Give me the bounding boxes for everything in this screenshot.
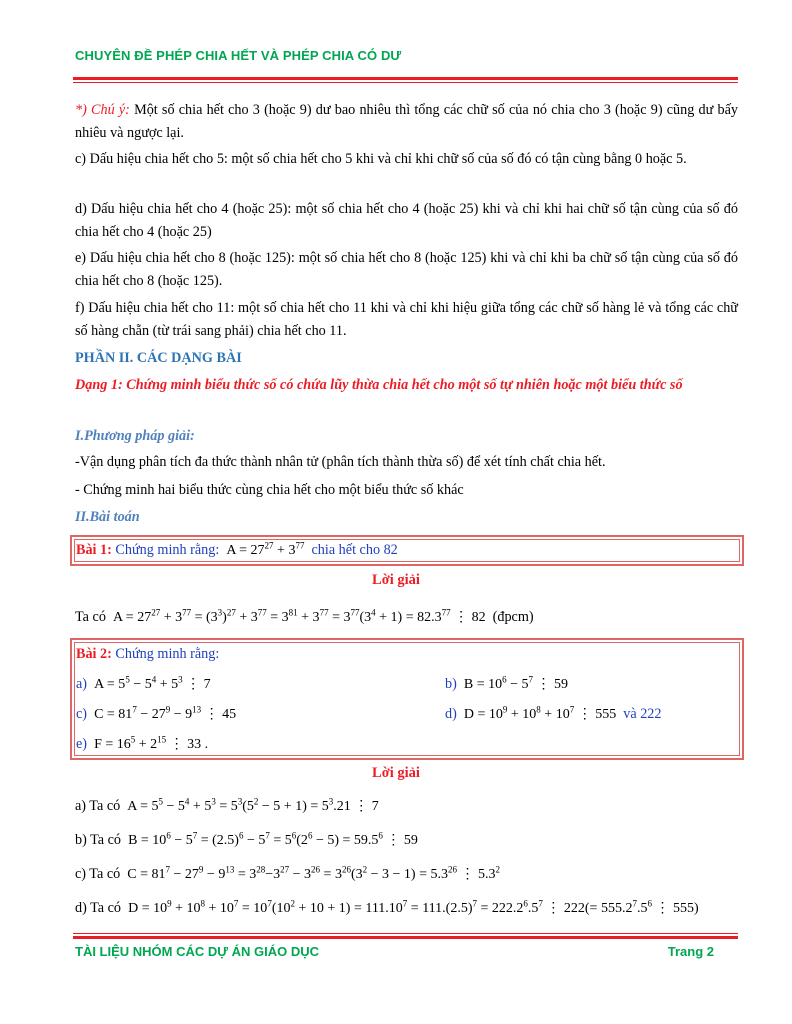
part2-title: PHẦN II. CÁC DẠNG BÀI — [75, 350, 242, 366]
bai2-sol-d-math: $D = 10^9 + 10^8 + 10^7 = 10^7(10^2 + 10 + 1) = 111.10^7 = 111.(2.5)^7 = 222.2^6.5^7$ ⋮ $222(= 555.2^7.5^6$ ⋮ 555) — [124, 898, 699, 916]
bai1-solution-suffix: (đpcm) — [492, 609, 534, 625]
bai1-statement — [76, 539, 739, 562]
bai2-part-c-label: c) — [76, 706, 88, 722]
bai2-part-a — [76, 673, 406, 696]
bai2-part-d-math: $D = 10^9 + 10^8 + 10^7$ ⋮ 555 — [460, 704, 620, 722]
bai2-part-e-label: e) — [76, 736, 88, 752]
bai2-part-e-math: $F = 16^5 + 2^{15}$ ⋮ 33 . — [90, 734, 209, 752]
bai2-part-c — [76, 703, 406, 726]
bai2-sol-c-math: $C = 81^7 - 27^9 - 9^{13} = 3^{28}-3^{27} - 3^{26} = 3^{26}(3^2 - 3 - 1) = 5.3^{26}$ ⋮ $5.3^2$ — [123, 864, 500, 882]
problems-title: II.Bài toán — [75, 509, 140, 525]
bai2-part-d-suffix: và 222 — [623, 706, 662, 722]
dang1-title: Dạng 1: Chứng minh biểu thức số có chứa lũy thừa chia hết cho một số tự nhiên hoặc một biểu thức số — [75, 377, 683, 393]
bai2-sol-a-math: $A = 5^5 - 5^4 + 5^3 = 5^3(5^2 - 5 + 1) = 5^3.21$ ⋮ 7 — [123, 796, 379, 814]
bai2-solution-b — [75, 829, 738, 852]
bai2-prompt: Chứng minh rằng: — [115, 646, 220, 662]
bai2-label: Bài 2: — [76, 646, 112, 662]
bai1-solution-title: Lời giải — [372, 572, 420, 588]
bai1-solution-math: $A = 27^{27} + 3^{77} = (3^3)^{27} + 3^{77} = 3^{81} + 3^{77} = 3^{77}(3^4 + 1) = 82.3^{77}$ ⋮ 82 — [109, 607, 490, 625]
bai2-solution-c — [75, 863, 738, 886]
bai1-expression: $A = 27^{27} + 3^{77}$ — [222, 540, 305, 558]
rule-c: c) Dấu hiệu chia hết cho 5: một số chia hết cho 5 khi và chỉ khi chữ số của số đó có tận cùng bằng 0 hoặc 5. — [75, 151, 687, 167]
footer-page-number: Trang 2 — [667, 944, 714, 959]
footer-left: TÀI LIỆU NHÓM CÁC DỰ ÁN GIÁO DỤC — [75, 944, 320, 959]
method-item-2: - Chứng minh hai biểu thức cùng chia hết cho một biểu thức số khác — [75, 482, 464, 498]
method-item-1: -Vận dụng phân tích đa thức thành nhân tử (phân tích thành thừa số) để xét tính chất chia hết. — [75, 454, 606, 470]
bai2-sol-b-math: $B = 10^6 - 5^7 = (2.5)^6 - 5^7 = 5^6(2^6 - 5) = 59.5^6$ ⋮ 59 — [124, 830, 418, 848]
bai1-solution — [75, 606, 738, 629]
document-header-title: CHUYÊN ĐỀ PHÉP CHIA HẾT VÀ PHÉP CHIA CÓ DƯ — [75, 48, 402, 63]
bai2-part-b — [445, 673, 735, 696]
bai2-heading — [76, 643, 739, 666]
note-paragraph — [75, 99, 738, 145]
bai2-part-a-label: a) — [76, 676, 88, 692]
bai1-prompt: Chứng minh rằng: — [115, 542, 220, 558]
footer-rule-thin — [73, 933, 738, 934]
rule-f: f) Dấu hiệu chia hết cho 11: một số chia hết cho 11 khi và chỉ khi hiệu giữa tổng các chữ số hàng lẻ và tổng các chữ số hàng chẵn (từ trái sang phải) chia hết cho 11. — [75, 300, 738, 339]
footer-rule-thick — [73, 936, 738, 939]
bai2-solution-d — [75, 897, 738, 920]
header-rule-thin — [73, 82, 738, 83]
bai2-sol-a-prefix: a) Ta có — [75, 798, 121, 814]
bai2-part-d — [445, 703, 735, 726]
bai2-part-d-label: d) — [445, 706, 457, 722]
bai1-solution-prefix: Ta có — [75, 609, 106, 625]
bai2-part-c-math: $C = 81^7 - 27^9 - 9^{13}$ ⋮ 45 — [90, 704, 237, 722]
bai2-solution-title: Lời giải — [372, 765, 420, 781]
bai2-part-b-math: $B = 10^6 - 5^7$ ⋮ 59 — [460, 674, 569, 692]
bai2-sol-d-prefix: d) Ta có — [75, 900, 122, 916]
bai1-suffix: chia hết cho 82 — [311, 542, 398, 558]
note-label: *) Chú ý: — [75, 102, 130, 118]
bai2-sol-b-prefix: b) Ta có — [75, 832, 122, 848]
bai1-label: Bài 1: — [76, 542, 112, 558]
bai2-sol-c-prefix: c) Ta có — [75, 866, 121, 882]
bai2-solution-a — [75, 795, 738, 818]
method-title: I.Phương pháp giải: — [75, 428, 195, 444]
rule-e: e) Dấu hiệu chia hết cho 8 (hoặc 125): một số chia hết cho 8 (hoặc 125) khi và chỉ khi ba chữ số tận cùng của số đó chia hết cho 8 (hoặc 125). — [75, 250, 738, 289]
bai2-part-e — [76, 733, 406, 756]
bai2-part-a-math: $A = 5^5 - 5^4 + 5^3$ ⋮ 7 — [90, 674, 211, 692]
bai2-part-b-label: b) — [445, 676, 457, 692]
rule-d: d) Dấu hiệu chia hết cho 4 (hoặc 25): một số chia hết cho 4 (hoặc 25) khi và chỉ khi hai chữ số tận cùng của số đó chia hết cho 4 (hoặc 25) — [75, 201, 738, 240]
note-text: Một số chia hết cho 3 (hoặc 9) dư bao nhiêu thì tổng các chữ số của nó chia cho 3 (hoặc 9) cũng dư bấy nhiêu và ngược lại. — [75, 102, 738, 141]
header-rule-thick — [73, 77, 738, 80]
